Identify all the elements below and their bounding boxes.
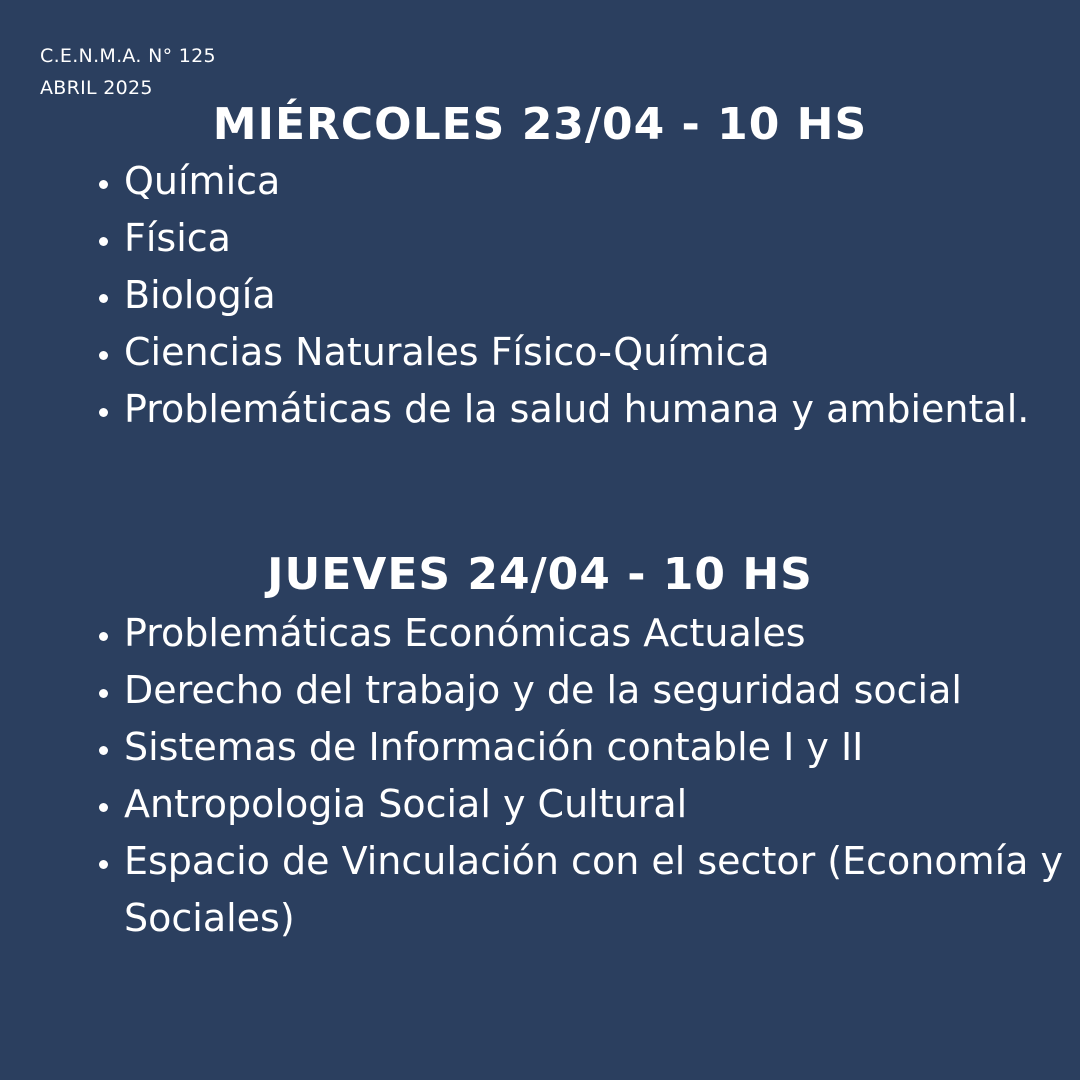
- list-item: • Química: [124, 153, 1080, 210]
- list-item: • Biología: [124, 267, 1080, 324]
- list-item: • Ciencias Naturales Físico-Química: [124, 324, 1080, 381]
- list-item: • Física: [124, 210, 1080, 267]
- subject-list-thursday: [86, 605, 1080, 947]
- section-title-thursday: JUEVES 24/04 - 10 HS: [267, 549, 813, 600]
- institution-name: C.E.N.M.A. N° 125: [40, 45, 216, 67]
- header-date: ABRIL 2025: [40, 77, 153, 99]
- list-item: • Espacio de Vinculación con el sector (Economía y Sociales): [124, 833, 1080, 947]
- list-item: • Problemáticas Económicas Actuales: [124, 605, 1080, 662]
- header-meta: [40, 40, 216, 104]
- list-item: • Problemáticas de la salud humana y ambiental.: [124, 381, 1080, 438]
- list-item: • Sistemas de Información contable I y II: [124, 719, 1080, 776]
- list-item: • Derecho del trabajo y de la seguridad social: [124, 662, 1080, 719]
- section-title-wednesday: MIÉRCOLES 23/04 - 10 HS: [212, 99, 868, 150]
- list-item: • Antropologia Social y Cultural: [124, 776, 1080, 833]
- subject-list-wednesday: [86, 153, 1080, 438]
